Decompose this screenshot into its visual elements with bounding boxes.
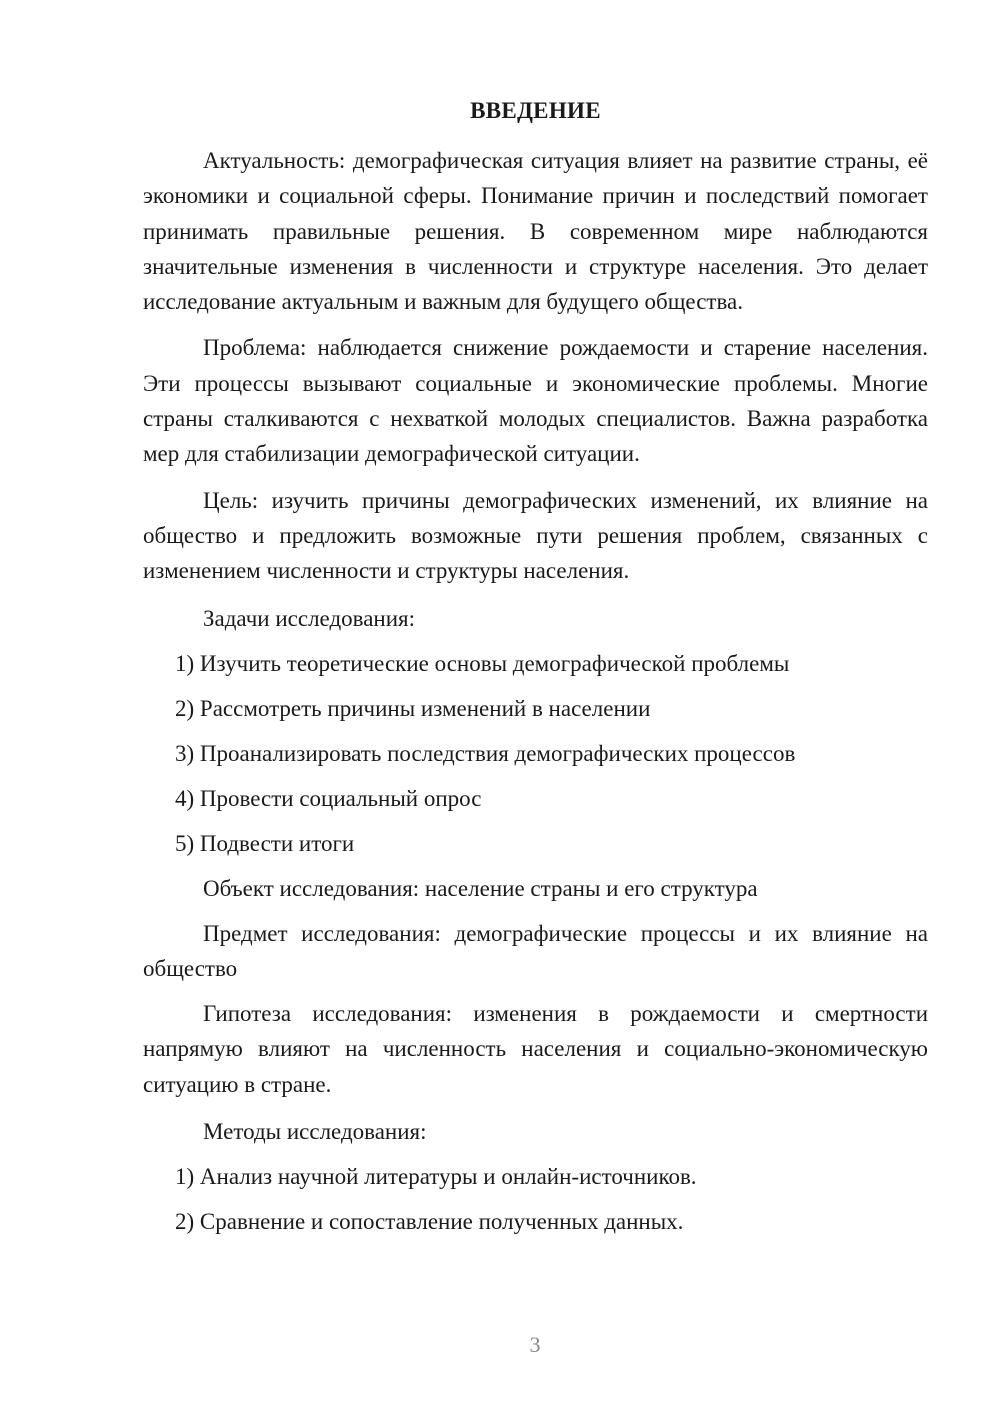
methods-list [143,1159,928,1239]
list-item: 2) Рассмотреть причины изменений в населении [175,695,651,721]
list-item: 2) Сравнение и сопоставление полученных данных. [175,1209,684,1235]
methods-heading: Методы исследования: [203,1119,427,1145]
list-item: 4) Провести социальный опрос [175,785,482,811]
list-item: 1) Изучить теоретические основы демографической проблемы [175,650,790,676]
page-content [143,96,928,1239]
object-paragraph: Объект исследования: население страны и его структура [203,875,758,901]
tasks-heading: Задачи исследования: [203,605,416,631]
tasks-list [143,646,928,861]
list-item: 3) Проанализировать последствия демографических процессов [175,740,796,766]
list-item: 5) Подвести итоги [175,830,355,856]
list-item: 1) Анализ научной литературы и онлайн-источников. [175,1164,697,1190]
problem-paragraph: Проблема: наблюдается снижение рождаемости и старение населения. Эти процессы вызывают социальные и экономические проблемы. Многие страны сталкиваются с нехваткой молодых специалистов. Важна разработка мер для стабилизации демографической ситуации. [143,335,928,467]
goal-paragraph: Цель: изучить причины демографических изменений, их влияние на общество и предложить возможные пути решения проблем, связанных с изменением численности и структуры населения. [143,487,928,584]
page-title: ВВЕДЕНИЕ [470,98,601,123]
relevance-paragraph: Актуальность: демографическая ситуация влияет на развитие страны, её экономики и социальной сферы. Понимание причин и последствий помогает принимать правильные решения. В современном мире наблюдаются значительные изменения в численности и структуре населения. Это делает исследование актуальным и важным для будущего общества. [143,148,928,315]
subject-paragraph: Предмет исследования: демографические процессы и их влияние на общество [143,920,928,981]
page-number: 3 [529,1332,541,1357]
hypothesis-paragraph: Гипотеза исследования: изменения в рождаемости и смертности напрямую влияют на численность населения и социально-экономическую ситуацию в стране. [143,1001,928,1097]
